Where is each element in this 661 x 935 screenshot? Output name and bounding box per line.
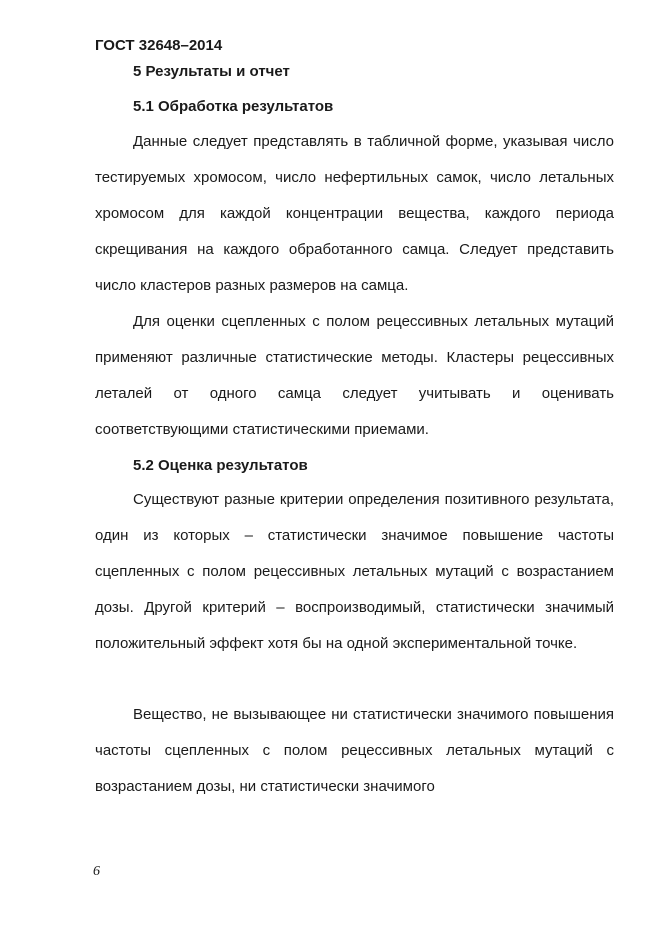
paragraph-positive-criteria: Существуют разные критерии определения позитивного результата, один из которых – статистически значимое повышение частоты сцепленных с полом рецессивных летальных мутаций с возрастанием дозы. Другой критерий – воспроизводимый, статистически значимый положительный эффект хотя бы на одной экспериментальной точке. bbox=[95, 491, 614, 652]
subsection-title-5-1: 5.1 Обработка результатов bbox=[133, 98, 334, 115]
page-number: 6 bbox=[93, 864, 100, 879]
document-standard-id: ГОСТ 32648–2014 bbox=[95, 37, 223, 54]
paragraph-negative-result: Вещество, не вызывающее ни статистически значимого повышения частоты сцепленных с полом рецессивных летальных мутаций с возрастанием дозы, ни статистически значимого bbox=[95, 706, 614, 795]
paragraph-statistical-methods: Для оценки сцепленных с полом рецессивных летальных мутаций применяют различные статистические методы. Кластеры рецессивных леталей от одного самца следует учитывать и оценивать соответствующими статистическими приемами. bbox=[95, 313, 614, 438]
paragraph-data-presentation: Данные следует представлять в табличной форме, указывая число тестируемых хромосом, число нефертильных самок, число летальных хромосом для каждой концентрации вещества, каждого периода скрещивания на каждого обработанного самца. Следует представить число кластеров разных размеров на самца. bbox=[95, 133, 614, 294]
section-title: 5 Результаты и отчет bbox=[133, 63, 290, 80]
subsection-title-5-2: 5.2 Оценка результатов bbox=[133, 457, 308, 474]
